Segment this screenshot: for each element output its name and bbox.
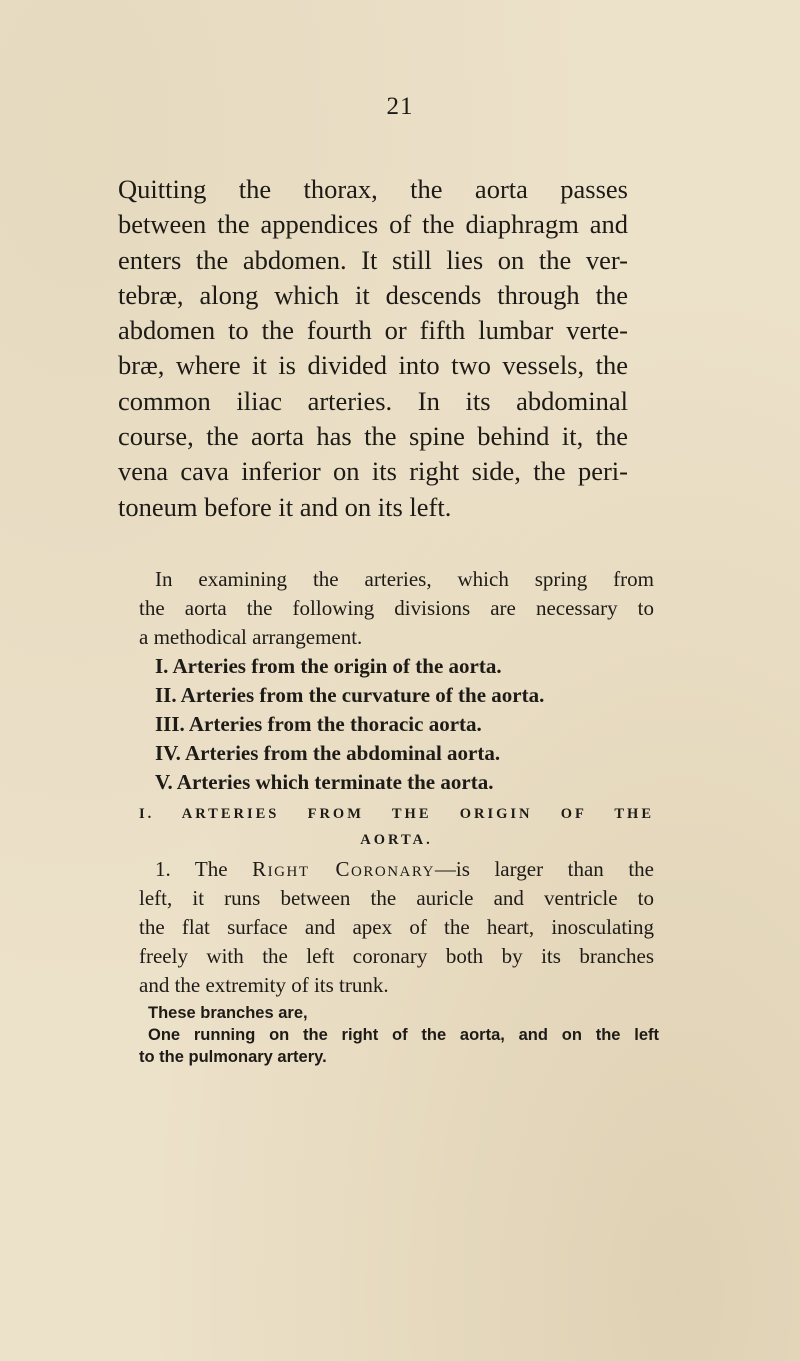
text-line: the aorta the following divisions are necessary to: [139, 596, 654, 620]
text-line: abdomen to the fourth or fifth lumbar verte-: [118, 315, 628, 346]
right-coronary-paragraph: [139, 855, 654, 1000]
text-line: and the extremity of its trunk.: [139, 973, 389, 997]
note-line: These branches are,: [148, 1004, 308, 1022]
item-number: 1. The: [155, 857, 228, 881]
text-line: a methodical arrangement.: [139, 625, 363, 649]
divisions-list: [139, 652, 654, 797]
list-item: II. Arteries from the curvature of the aorta.: [155, 683, 545, 707]
text-line: enters the abdomen. It still lies on the ver-: [118, 244, 628, 275]
divisions-intro: [139, 565, 654, 652]
list-item: V. Arteries which terminate the aorta.: [155, 770, 494, 794]
artery-name: Right Coronary: [252, 857, 435, 881]
page-number: 21: [386, 93, 414, 120]
text-line: bræ, where it is divided into two vessels, the: [118, 350, 628, 381]
heading-line: I. ARTERIES FROM THE ORIGIN OF THE: [139, 806, 654, 822]
list-item: I. Arteries from the origin of the aorta.: [155, 654, 502, 678]
intro-paragraph: [118, 172, 628, 525]
text-line: left, it runs between the auricle and ventricle to: [139, 886, 654, 910]
heading-line: AORTA.: [360, 832, 433, 848]
text-line: vena cava inferior on its right side, the peri-: [118, 456, 628, 487]
section-heading: [139, 801, 654, 853]
footnote: [139, 1002, 659, 1068]
text-line: [139, 855, 654, 884]
text-line: Quitting the thorax, the aorta passes: [118, 174, 628, 204]
text-line: course, the aorta has the spine behind it, the: [118, 421, 628, 452]
note-line: to the pulmonary artery.: [139, 1048, 327, 1066]
note-line: One running on the right of the aorta, and on the left: [148, 1026, 659, 1044]
list-item: IV. Arteries from the abdominal aorta.: [155, 741, 501, 765]
text-line: tebræ, along which it descends through the: [118, 279, 628, 310]
text-fragment: —is larger than the: [434, 857, 654, 881]
text-line: freely with the left coronary both by its branches: [139, 944, 654, 968]
text-line: toneum before it and on its left.: [118, 491, 452, 522]
text-line: the flat surface and apex of the heart, inosculating: [139, 915, 654, 939]
text-line: In examining the arteries, which spring from: [155, 567, 654, 591]
text-line: between the appendices of the diaphragm and: [118, 209, 628, 240]
list-item: III. Arteries from the thoracic aorta.: [155, 712, 482, 736]
text-line: common iliac arteries. In its abdominal: [118, 385, 628, 416]
